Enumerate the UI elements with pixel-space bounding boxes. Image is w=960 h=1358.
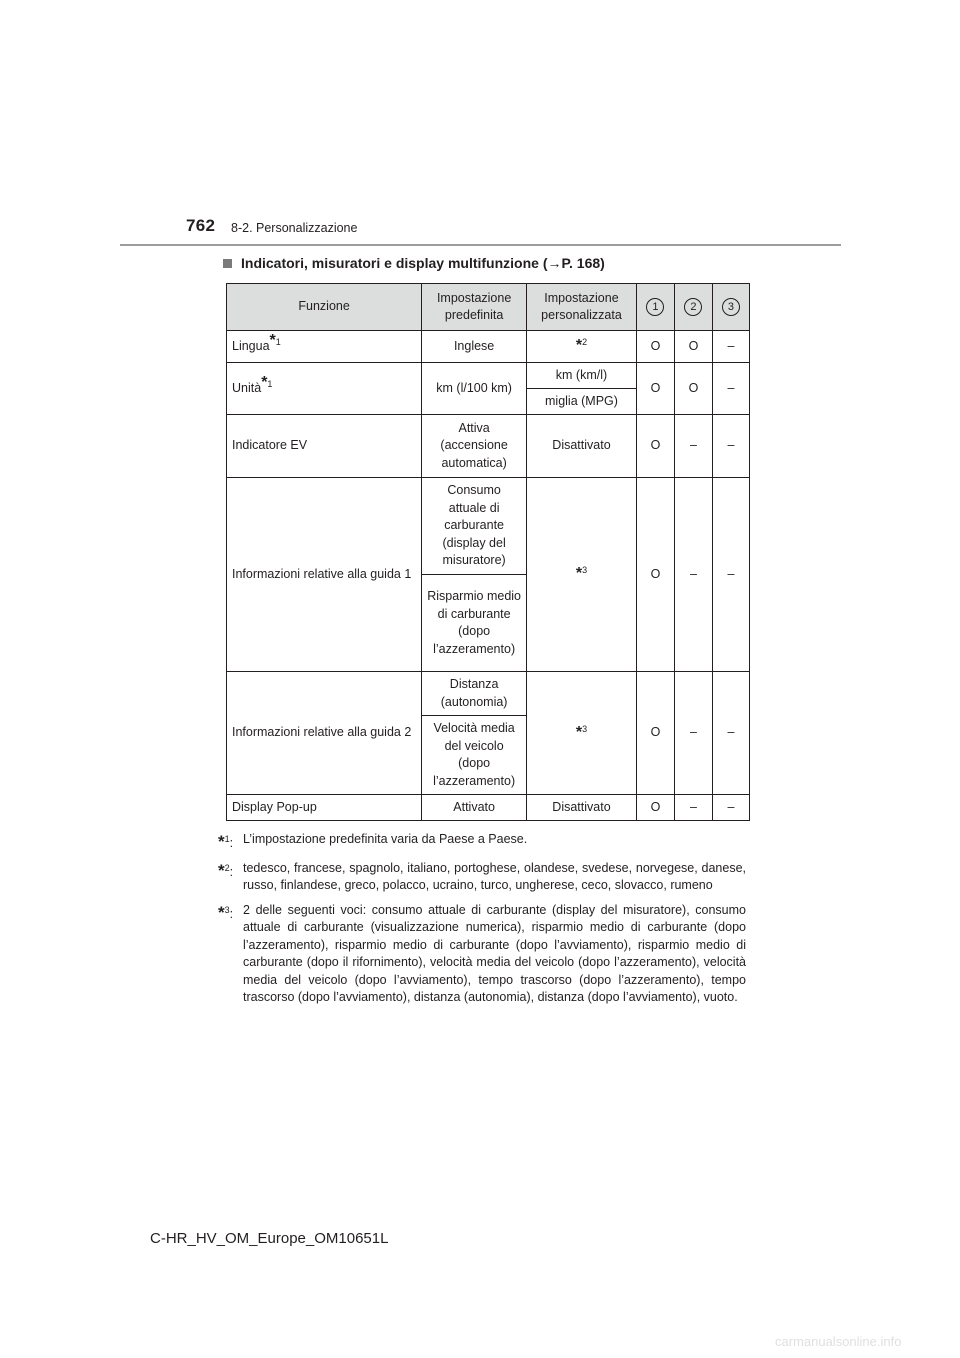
cell-c1: O [636, 415, 674, 478]
cell-c1: O [636, 478, 674, 672]
cell-funzione: Informazioni relative alla guida 2 [227, 672, 422, 795]
watermark: carmanualsonline.info [775, 1334, 902, 1349]
cell-c3: – [712, 363, 749, 415]
cell-c2: O [674, 331, 712, 363]
table-header-row [227, 284, 750, 331]
footnote-marker: *$^2$: [218, 860, 234, 880]
cell-custom: km (km/l) [527, 363, 637, 389]
cell-funzione [227, 331, 422, 363]
document-id: C-HR_HV_OM_Europe_OM10651L [150, 1230, 389, 1247]
footnotes [218, 831, 746, 1014]
cell-custom: miglia (MPG) [527, 389, 637, 415]
cell-custom: *$^3$ [527, 672, 637, 795]
circled-3-icon: 3 [722, 298, 740, 316]
circled-1-icon: 1 [646, 298, 664, 316]
cell-c1: O [636, 795, 674, 821]
table-row [227, 672, 750, 716]
footnote-ref: *1 [269, 331, 281, 349]
col-header-1 [636, 284, 674, 331]
footnote-item [218, 831, 746, 853]
cell-default: Attivato [422, 795, 527, 821]
settings-table [226, 283, 750, 821]
table-row [227, 331, 750, 363]
cell-custom: *$^2$ [527, 331, 637, 363]
cell-default: km (l/100 km) [422, 363, 527, 415]
footnote-item [218, 902, 746, 1007]
footnote-text: 2 delle seguenti voci: consumo attuale di carburante (display del misuratore), consumo attuale di carburante (visualizzazione numerica), risparmio medio di carburante (dopo l’azzeramento), risparmio medio di carburante (dopo l’avviamento), risparmio medio di carburante (dopo il rifornimento), velocità media del veicolo (dopo l’azzeramento), velocità media del veicolo (dopo l’avviamento), tempo trascorso (dopo l’azzeramento), tempo trascorso (dopo l’avviamento), distanza (autonomia), distanza (dopo l’avviamento), vuoto. [243, 902, 746, 1005]
footnote-ref: *1 [261, 373, 273, 391]
cell-c3: – [712, 672, 749, 795]
section-label: 8-2. Personalizzazione [231, 221, 358, 235]
cell-custom: Disattivato [527, 795, 637, 821]
col-header-default: Impostazione predefinita [422, 284, 527, 331]
cell-funzione [227, 363, 422, 415]
square-bullet-icon [223, 259, 232, 268]
footnote-text: L’impostazione predefinita varia da Paese a Paese. [243, 832, 528, 846]
cell-c1: O [636, 331, 674, 363]
cell-text: Unità [232, 380, 262, 395]
cell-c2: – [674, 478, 712, 672]
cell-c3: – [712, 331, 749, 363]
section-heading-text: Indicatori, misuratori e display multifunzione (→P. 168) [241, 255, 605, 271]
cell-default: Velocità media del veicolo (dopo l’azzeramento) [422, 716, 527, 795]
cell-default: Consumo attuale di carburante (display del misuratore) [422, 478, 527, 575]
header-divider [120, 244, 841, 246]
cell-c1: O [636, 363, 674, 415]
footnote-marker: *$^3$: [218, 902, 234, 922]
cell-default: Inglese [422, 331, 527, 363]
cell-c2: – [674, 795, 712, 821]
cell-text: Lingua [232, 338, 270, 353]
cell-funzione: Display Pop-up [227, 795, 422, 821]
cell-c1: O [636, 672, 674, 795]
cell-default: Attiva (accensione automatica) [422, 415, 527, 478]
col-header-2 [674, 284, 712, 331]
cell-funzione: Informazioni relative alla guida 1 [227, 478, 422, 672]
cell-c2: O [674, 363, 712, 415]
footnote-marker: *$^1$: [218, 832, 234, 852]
cell-custom: *$^3$ [527, 478, 637, 672]
table-row [227, 415, 750, 478]
table-row [227, 795, 750, 821]
circled-2-icon: 2 [684, 298, 702, 316]
section-heading [223, 255, 605, 271]
col-header-3 [712, 284, 749, 331]
footnote-item [218, 860, 746, 895]
cell-c3: – [712, 795, 749, 821]
table-row [227, 478, 750, 575]
footnote-text: tedesco, francese, spagnolo, italiano, portoghese, olandese, svedese, norvegese, danese, russo, finlandese, greco, polacco, ucraino, turco, ungherese, ceco, slovacco, rumeno [243, 860, 746, 893]
cell-c3: – [712, 478, 749, 672]
table-row [227, 363, 750, 389]
cell-c3: – [712, 415, 749, 478]
cell-c2: – [674, 415, 712, 478]
cell-c2: – [674, 672, 712, 795]
cell-default: Risparmio medio di carburante (dopo l’azzeramento) [422, 575, 527, 672]
cell-default: Distanza (autonomia) [422, 672, 527, 716]
col-header-custom: Impostazione personalizzata [527, 284, 637, 331]
page-number: 762 [186, 216, 216, 235]
col-header-funzione: Funzione [227, 284, 422, 331]
cell-funzione: Indicatore EV [227, 415, 422, 478]
cell-custom: Disattivato [527, 415, 637, 478]
